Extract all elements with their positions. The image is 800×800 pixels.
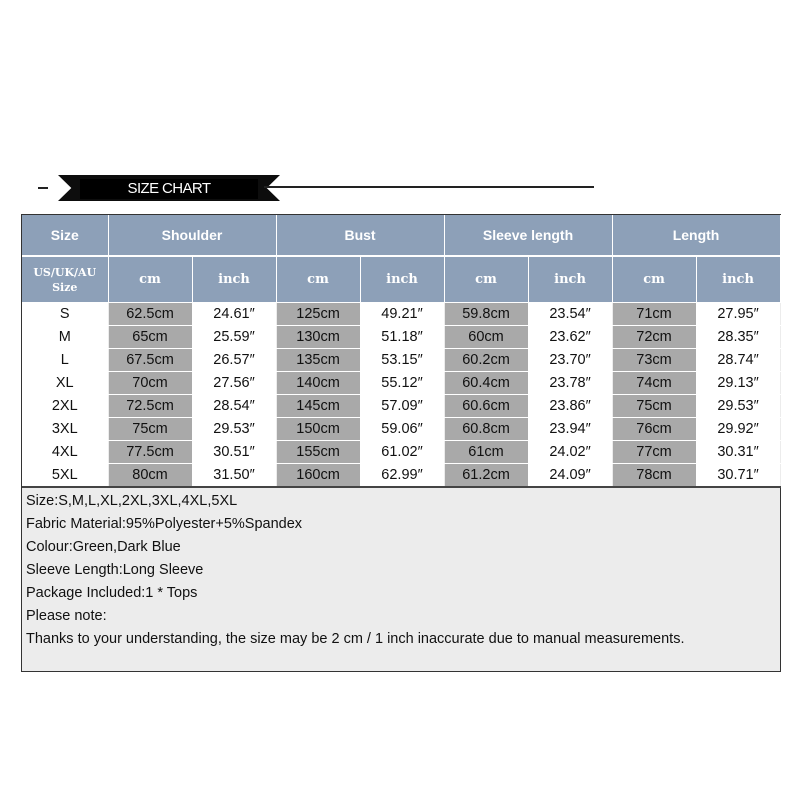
cm-value-cell: 130cm <box>276 326 360 349</box>
cm-value-cell: 74cm <box>612 372 696 395</box>
note-fabric-material: Fabric Material:95%Polyester+5%Spandex <box>26 516 303 532</box>
cm-value-cell: 150cm <box>276 418 360 441</box>
inch-value-cell: 27.56″ <box>192 372 276 395</box>
inch-value-cell: 29.13″ <box>696 372 780 395</box>
size-cell: XL <box>22 372 108 395</box>
inch-value-cell: 29.53″ <box>192 418 276 441</box>
cm-value-cell: 62.5cm <box>108 303 192 326</box>
size-cell: 4XL <box>22 441 108 464</box>
inch-value-cell: 24.61″ <box>192 303 276 326</box>
unit-cm-header: cm <box>444 256 528 303</box>
note-sleeve-length: Sleeve Length:Long Sleeve <box>26 562 204 578</box>
bust-header: Bust <box>276 215 444 256</box>
cm-value-cell: 135cm <box>276 349 360 372</box>
cm-value-cell: 71cm <box>612 303 696 326</box>
cm-value-cell: 73cm <box>612 349 696 372</box>
table-row <box>22 441 780 464</box>
unit-cm-header: cm <box>276 256 360 303</box>
table-row <box>22 372 780 395</box>
note-please-note: Please note: <box>26 608 107 624</box>
inch-value-cell: 26.57″ <box>192 349 276 372</box>
inch-value-cell: 31.50″ <box>192 464 276 488</box>
table-row <box>22 349 780 372</box>
size-cell: L <box>22 349 108 372</box>
cm-value-cell: 72.5cm <box>108 395 192 418</box>
inch-value-cell: 23.78″ <box>528 372 612 395</box>
inch-value-cell: 55.12″ <box>360 372 444 395</box>
cm-value-cell: 160cm <box>276 464 360 488</box>
cm-value-cell: 59.8cm <box>444 303 528 326</box>
cm-value-cell: 60.2cm <box>444 349 528 372</box>
product-notes <box>26 490 776 651</box>
region-size-header: US/UK/AU Size <box>22 256 108 303</box>
size-chart-banner <box>36 172 596 204</box>
cm-value-cell: 140cm <box>276 372 360 395</box>
inch-value-cell: 25.59″ <box>192 326 276 349</box>
cm-value-cell: 60cm <box>444 326 528 349</box>
unit-inch-header: inch <box>192 256 276 303</box>
size-cell: S <box>22 303 108 326</box>
unit-cm-header: cm <box>108 256 192 303</box>
cm-value-cell: 75cm <box>108 418 192 441</box>
cm-value-cell: 72cm <box>612 326 696 349</box>
cm-value-cell: 67.5cm <box>108 349 192 372</box>
banner-title: SIZE CHART <box>80 179 258 199</box>
inch-value-cell: 30.51″ <box>192 441 276 464</box>
cm-value-cell: 61cm <box>444 441 528 464</box>
cm-value-cell: 78cm <box>612 464 696 488</box>
banner-rule <box>264 186 594 188</box>
size-cell: M <box>22 326 108 349</box>
unit-inch-header: inch <box>696 256 780 303</box>
cm-value-cell: 61.2cm <box>444 464 528 488</box>
inch-value-cell: 23.62″ <box>528 326 612 349</box>
size-table-body <box>22 303 780 488</box>
inch-value-cell: 28.54″ <box>192 395 276 418</box>
inch-value-cell: 61.02″ <box>360 441 444 464</box>
table-row <box>22 303 780 326</box>
table-row <box>22 464 780 488</box>
length-header: Length <box>612 215 780 256</box>
size-cell: 3XL <box>22 418 108 441</box>
inch-value-cell: 24.09″ <box>528 464 612 488</box>
cm-value-cell: 60.8cm <box>444 418 528 441</box>
cm-value-cell: 80cm <box>108 464 192 488</box>
size-table <box>22 215 781 488</box>
inch-value-cell: 30.31″ <box>696 441 780 464</box>
inch-value-cell: 28.74″ <box>696 349 780 372</box>
cm-value-cell: 60.4cm <box>444 372 528 395</box>
cm-value-cell: 70cm <box>108 372 192 395</box>
banner-left-dash <box>38 187 48 189</box>
unit-inch-header: inch <box>528 256 612 303</box>
size-chart <box>21 214 781 672</box>
cm-value-cell: 76cm <box>612 418 696 441</box>
inch-value-cell: 62.99″ <box>360 464 444 488</box>
note-sizes: Size:S,M,L,XL,2XL,3XL,4XL,5XL <box>26 493 238 509</box>
inch-value-cell: 29.53″ <box>696 395 780 418</box>
size-cell: 5XL <box>22 464 108 488</box>
unit-inch-header: inch <box>360 256 444 303</box>
unit-cm-header: cm <box>612 256 696 303</box>
inch-value-cell: 28.35″ <box>696 326 780 349</box>
table-row <box>22 418 780 441</box>
sleeve-length-header: Sleeve length <box>444 215 612 256</box>
inch-value-cell: 53.15″ <box>360 349 444 372</box>
inch-value-cell: 23.70″ <box>528 349 612 372</box>
inch-value-cell: 24.02″ <box>528 441 612 464</box>
cm-value-cell: 65cm <box>108 326 192 349</box>
inch-value-cell: 23.86″ <box>528 395 612 418</box>
cm-value-cell: 145cm <box>276 395 360 418</box>
shoulder-header: Shoulder <box>108 215 276 256</box>
table-row <box>22 395 780 418</box>
size-header: Size <box>22 215 108 256</box>
cm-value-cell: 75cm <box>612 395 696 418</box>
note-colour: Colour:Green,Dark Blue <box>26 539 181 555</box>
inch-value-cell: 29.92″ <box>696 418 780 441</box>
inch-value-cell: 57.09″ <box>360 395 444 418</box>
inch-value-cell: 30.71″ <box>696 464 780 488</box>
note-measurement-disclaimer: Thanks to your understanding, the size may be 2 cm / 1 inch inaccurate due to manual measurements. <box>26 631 685 647</box>
size-cell: 2XL <box>22 395 108 418</box>
cm-value-cell: 77cm <box>612 441 696 464</box>
cm-value-cell: 60.6cm <box>444 395 528 418</box>
inch-value-cell: 23.94″ <box>528 418 612 441</box>
inch-value-cell: 59.06″ <box>360 418 444 441</box>
note-package-included: Package Included:1 * Tops <box>26 585 198 601</box>
inch-value-cell: 27.95″ <box>696 303 780 326</box>
inch-value-cell: 49.21″ <box>360 303 444 326</box>
inch-value-cell: 23.54″ <box>528 303 612 326</box>
inch-value-cell: 51.18″ <box>360 326 444 349</box>
cm-value-cell: 125cm <box>276 303 360 326</box>
cm-value-cell: 155cm <box>276 441 360 464</box>
table-row <box>22 326 780 349</box>
cm-value-cell: 77.5cm <box>108 441 192 464</box>
